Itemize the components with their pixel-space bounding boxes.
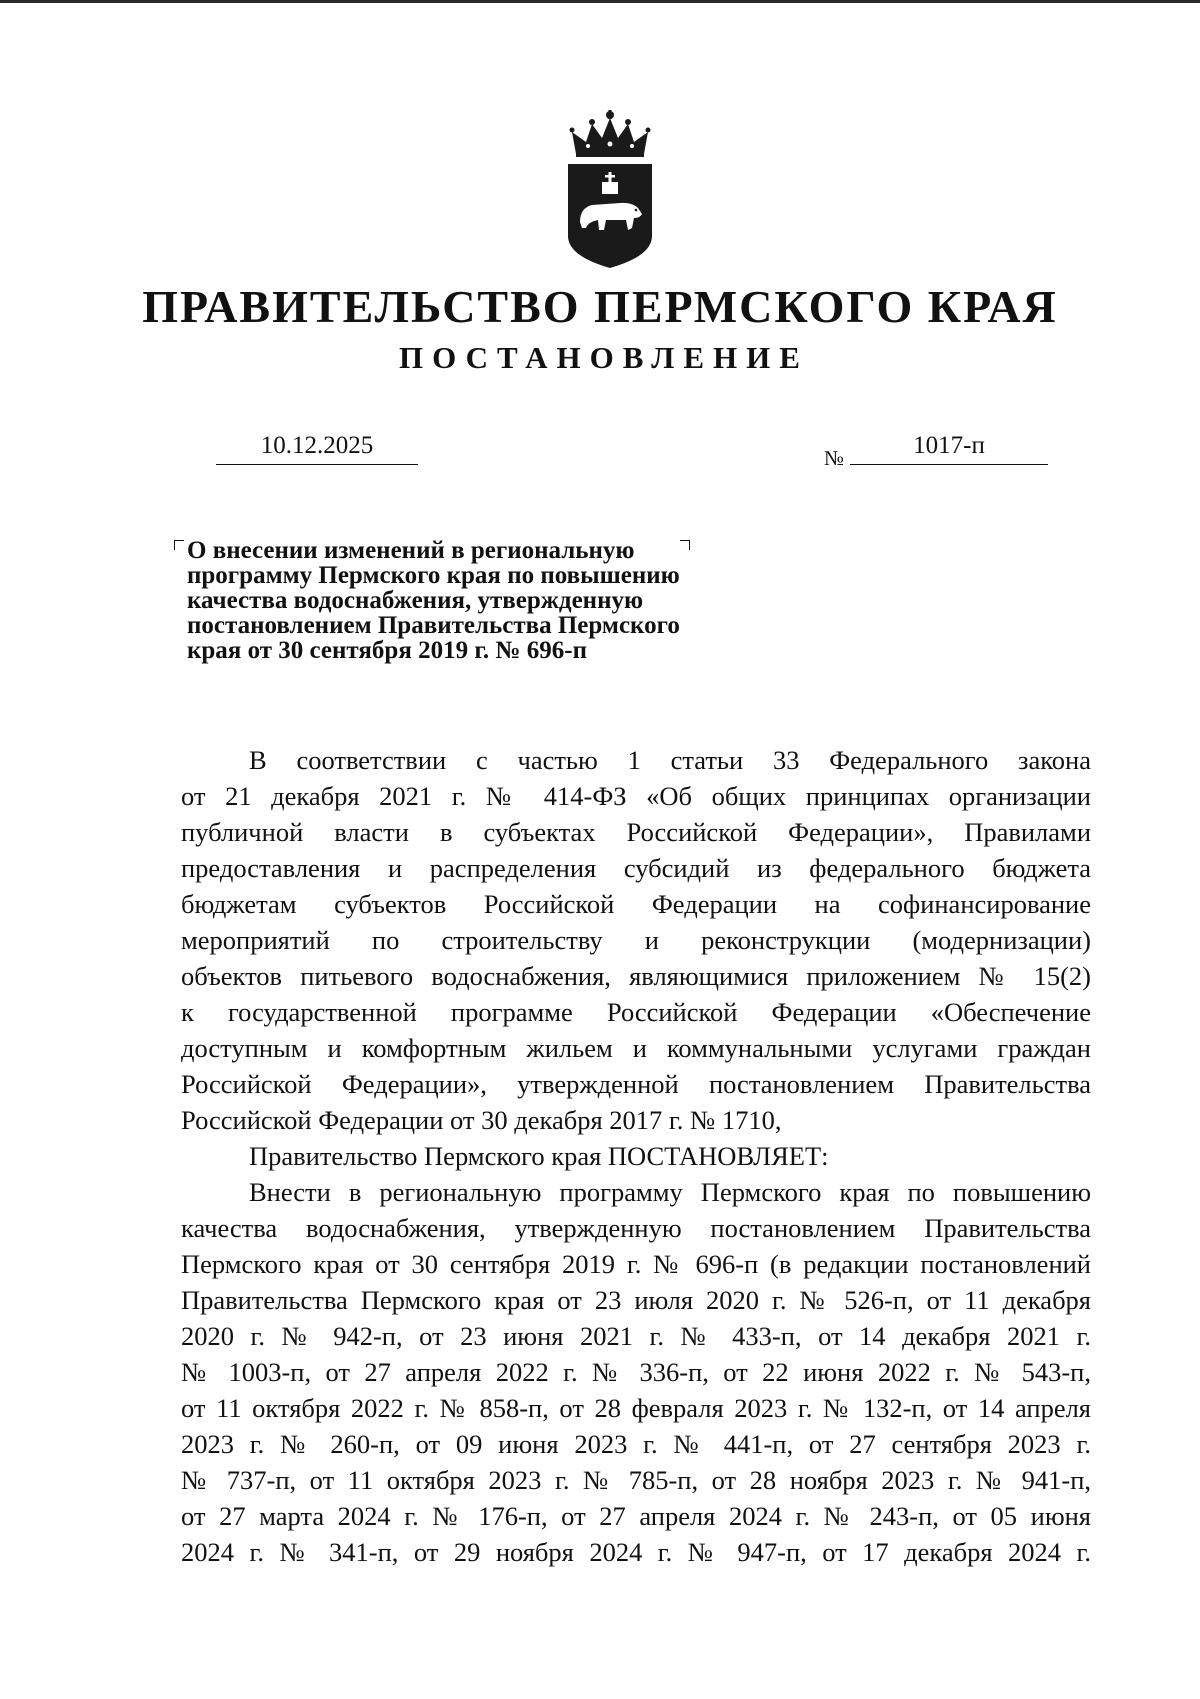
body-line: Внести в региональную программу Пермского края по повышению bbox=[249, 1177, 1091, 1207]
document-body bbox=[181, 742, 1091, 1570]
body-line: Правительства Пермского края от 23 июля 2020 г. № 526-п, от 11 декабря bbox=[181, 1285, 1091, 1315]
scan-top-edge bbox=[0, 0, 1200, 3]
document-number: 1017-п bbox=[850, 428, 1048, 465]
body-line: от 11 октября 2022 г. № 858-п, от 28 февраля 2023 г. № 132-п, от 14 апреля bbox=[181, 1393, 1091, 1423]
subject-line: программу Пермского края по повышению bbox=[187, 562, 680, 589]
body-line: от 21 декабря 2021 г. № 414-ФЗ «Об общих принципах организации bbox=[181, 781, 1091, 811]
document-date: 10.12.2025 bbox=[216, 428, 418, 465]
subject-line: края от 30 сентября 2019 г. № 696-п bbox=[187, 637, 587, 664]
body-line: № 737-п, от 11 октября 2023 г. № 785-п, от 28 ноября 2023 г. № 941-п, bbox=[181, 1465, 1091, 1495]
body-line: В соответствии с частью 1 статьи 33 Федерального закона bbox=[249, 745, 1091, 775]
body-line: 2023 г. № 260-п, от 09 июня 2023 г. № 441-п, от 27 сентября 2023 г. bbox=[181, 1429, 1091, 1459]
body-line: 2024 г. № 341-п, от 29 ноября 2024 г. № 947-п, от 17 декабря 2024 г. bbox=[181, 1537, 1091, 1567]
body-line: качества водоснабжения, утвержденную постановлением Правительства bbox=[181, 1213, 1091, 1243]
subject-line: постановлением Правительства Пермского bbox=[187, 612, 680, 639]
body-line: доступным и комфортным жильем и коммунальными услугами граждан bbox=[181, 1033, 1091, 1063]
subject-corner-mark-left bbox=[174, 540, 184, 550]
body-line: мероприятий по строительству и реконструкции (модернизации) bbox=[181, 925, 1091, 955]
resolution-statement: Правительство Пермского края ПОСТАНОВЛЯЕТ: bbox=[249, 1141, 829, 1171]
subject-line: качества водоснабжения, утвержденную bbox=[187, 587, 644, 614]
body-line: объектов питьевого водоснабжения, являющимися приложением № 15(2) bbox=[181, 961, 1091, 991]
body-line: публичной власти в субъектах Российской Федерации», Правилами bbox=[181, 817, 1091, 847]
body-line: от 27 марта 2024 г. № 176-п, от 27 апреля 2024 г. № 243-п, от 05 июня bbox=[181, 1501, 1091, 1531]
document-type-heading: ПОСТАНОВЛЕНИЕ bbox=[399, 340, 809, 375]
body-line: Российской Федерации», утвержденной постановлением Правительства bbox=[181, 1069, 1091, 1099]
body-line: к государственной программе Российской Федерации «Обеспечение bbox=[181, 997, 1091, 1027]
subject-line: О внесении изменений в региональную bbox=[187, 537, 635, 564]
body-line: 2020 г. № 942-п, от 23 июня 2021 г. № 433-п, от 14 декабря 2021 г. bbox=[181, 1321, 1091, 1351]
perm-coat-of-arms-emblem bbox=[562, 110, 658, 268]
government-title: ПРАВИТЕЛЬСТВО ПЕРМСКОГО КРАЯ bbox=[142, 281, 1058, 332]
body-line: бюджетам субъектов Российской Федерации на софинансирование bbox=[181, 889, 1091, 919]
number-sign: № bbox=[824, 446, 845, 470]
document-subject bbox=[187, 538, 747, 663]
body-line: Пермского края от 30 сентября 2019 г. № 696-п (в редакции постановлений bbox=[181, 1249, 1091, 1279]
body-line: Российской Федерации от 30 декабря 2017 г. № 1710, bbox=[181, 1105, 782, 1135]
body-line: № 1003-п, от 27 апреля 2022 г. № 336-п, от 22 июня 2022 г. № 543-п, bbox=[181, 1357, 1091, 1387]
body-line: предоставления и распределения субсидий из федерального бюджета bbox=[181, 853, 1091, 883]
